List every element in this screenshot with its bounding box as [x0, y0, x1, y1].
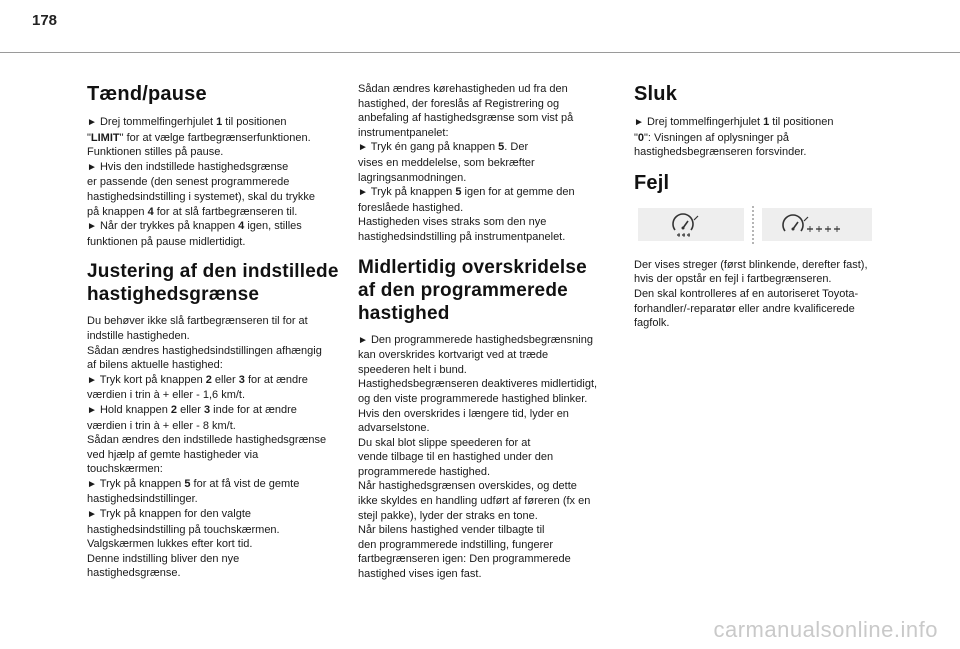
- column-left: [87, 82, 349, 581]
- paragraph: ► Tryk én gang på knappen 5. Der vises en meddelelse, som bekræfter lagringsanmodningen.: [358, 141, 535, 184]
- paragraph: ► Den programmerede hastighedsbegrænsning kan overskrides kortvarigt ved at træde speederen helt i bund. Hastighedsbegrænseren deaktiveres midlertidigt, og den viste programmerede hastighed blinker. Hvis den overskrides i længere tid, lyder en advarselstone. Du skal blot slippe speederen for at vende tilbage til en hastighed under den programmerede hastighed. Når hastighedsgrænsen overskides, og dette ikke skyldes en handling udført af føreren (fx en stejl pakke), lyder der straks en tone. Når bilens hastighed vender tilbagte til den programmerede indstilling, fungerer fartbegrænseren igen: Den programmerede hastighed vises igen fast.: [358, 333, 598, 581]
- paragraph: ► Hold knappen 2 eller 3 inde for at ændre værdien i trin à + eller - 8 km/t.: [87, 403, 297, 432]
- fault-illustration: [638, 206, 896, 244]
- paragraph: Der vises streger (først blinkende, derefter fast), hvis der opstår en fejl i fartbegrænseren. Den skal kontrolleres af en autoriseret Toyota- forhandler/-reparatør eller andre kvalificerede fagfolk.: [634, 258, 868, 330]
- heading-on-pause: Tænd/pause: [87, 83, 207, 105]
- heading-off: Sluk: [634, 83, 678, 105]
- column-middle: [358, 82, 620, 582]
- paragraph: ► Drej tommelfingerhjulet 1 til positionen "0": Visningen af oplysninger på hastighedsbegrænseren forsvinder.: [634, 116, 834, 159]
- speedometer-dashes-icon: [661, 212, 721, 238]
- column-right: [634, 82, 896, 331]
- paragraph: ► Hvis den indstillede hastighedsgrænse er passende (den senest programmerede hastighedsindstilling i systemet), skal du trykke på knappen 4 for at slå fartbegrænseren til.: [87, 160, 316, 218]
- heading-fault: Fejl: [634, 171, 670, 194]
- paragraph: ► Når der trykkes på knappen 4 igen, stilles funktionen på pause midlertidigt.: [87, 220, 302, 248]
- paragraph: ► Tryk på knappen 5 igen for at gemme den foreslåede hastighed. Hastigheden vises straks som den nye hastighedsindstilling på instrumentpanelet.: [358, 186, 575, 243]
- page-number: 178: [32, 12, 58, 29]
- paragraph: ► Tryk kort på knappen 2 eller 3 for at ændre værdien i trin à + eller - 1,6 km/t.: [87, 373, 308, 402]
- watermark: carmanualsonline.info: [713, 617, 938, 642]
- paragraph: ► Tryk på knappen 5 for at få vist de gemte hastighedsindstillinger.: [87, 477, 300, 506]
- paragraph: ► Tryk på knappen for den valgte hastighedsindstilling på touchskærmen. Valgskærmen lukkes efter kort tid. Denne indstilling bliver den nye hastighedsgrænse.: [87, 508, 280, 580]
- heading-adjust: Justering af den indstillede hastighedsgrænse: [87, 261, 339, 306]
- header-rule: [0, 52, 960, 53]
- paragraph: Sådan ændres kørehastigheden ud fra den hastighed, der foreslås af Registrering og anbefaling af hastighedsgrænse som vist på instrumentpanelet:: [358, 83, 574, 139]
- fault-panel-a: [638, 208, 744, 241]
- paragraph: Du behøver ikke slå fartbegrænseren til for at indstille hastigheden. Sådan ændres hastighedsindstillingen afhængig af bilens aktuelle hastighed:: [87, 315, 322, 372]
- paragraph: ► Drej tommelfingerhjulet 1 til positionen "LIMIT" for at vælge fartbegrænserfunktionen. Funktionen stilles på pause.: [87, 116, 311, 159]
- paragraph: Sådan ændres den indstillede hastighedsgrænse ved hjælp af gemte hastigheder via touchskærmen:: [87, 434, 327, 476]
- speedometer-dashes-wide-icon: [777, 212, 857, 238]
- divider: [752, 206, 754, 244]
- fault-panel-b: [762, 208, 872, 241]
- heading-temporary-override: Midlertidig overskridelse af den programmerede hastighed: [358, 256, 587, 324]
